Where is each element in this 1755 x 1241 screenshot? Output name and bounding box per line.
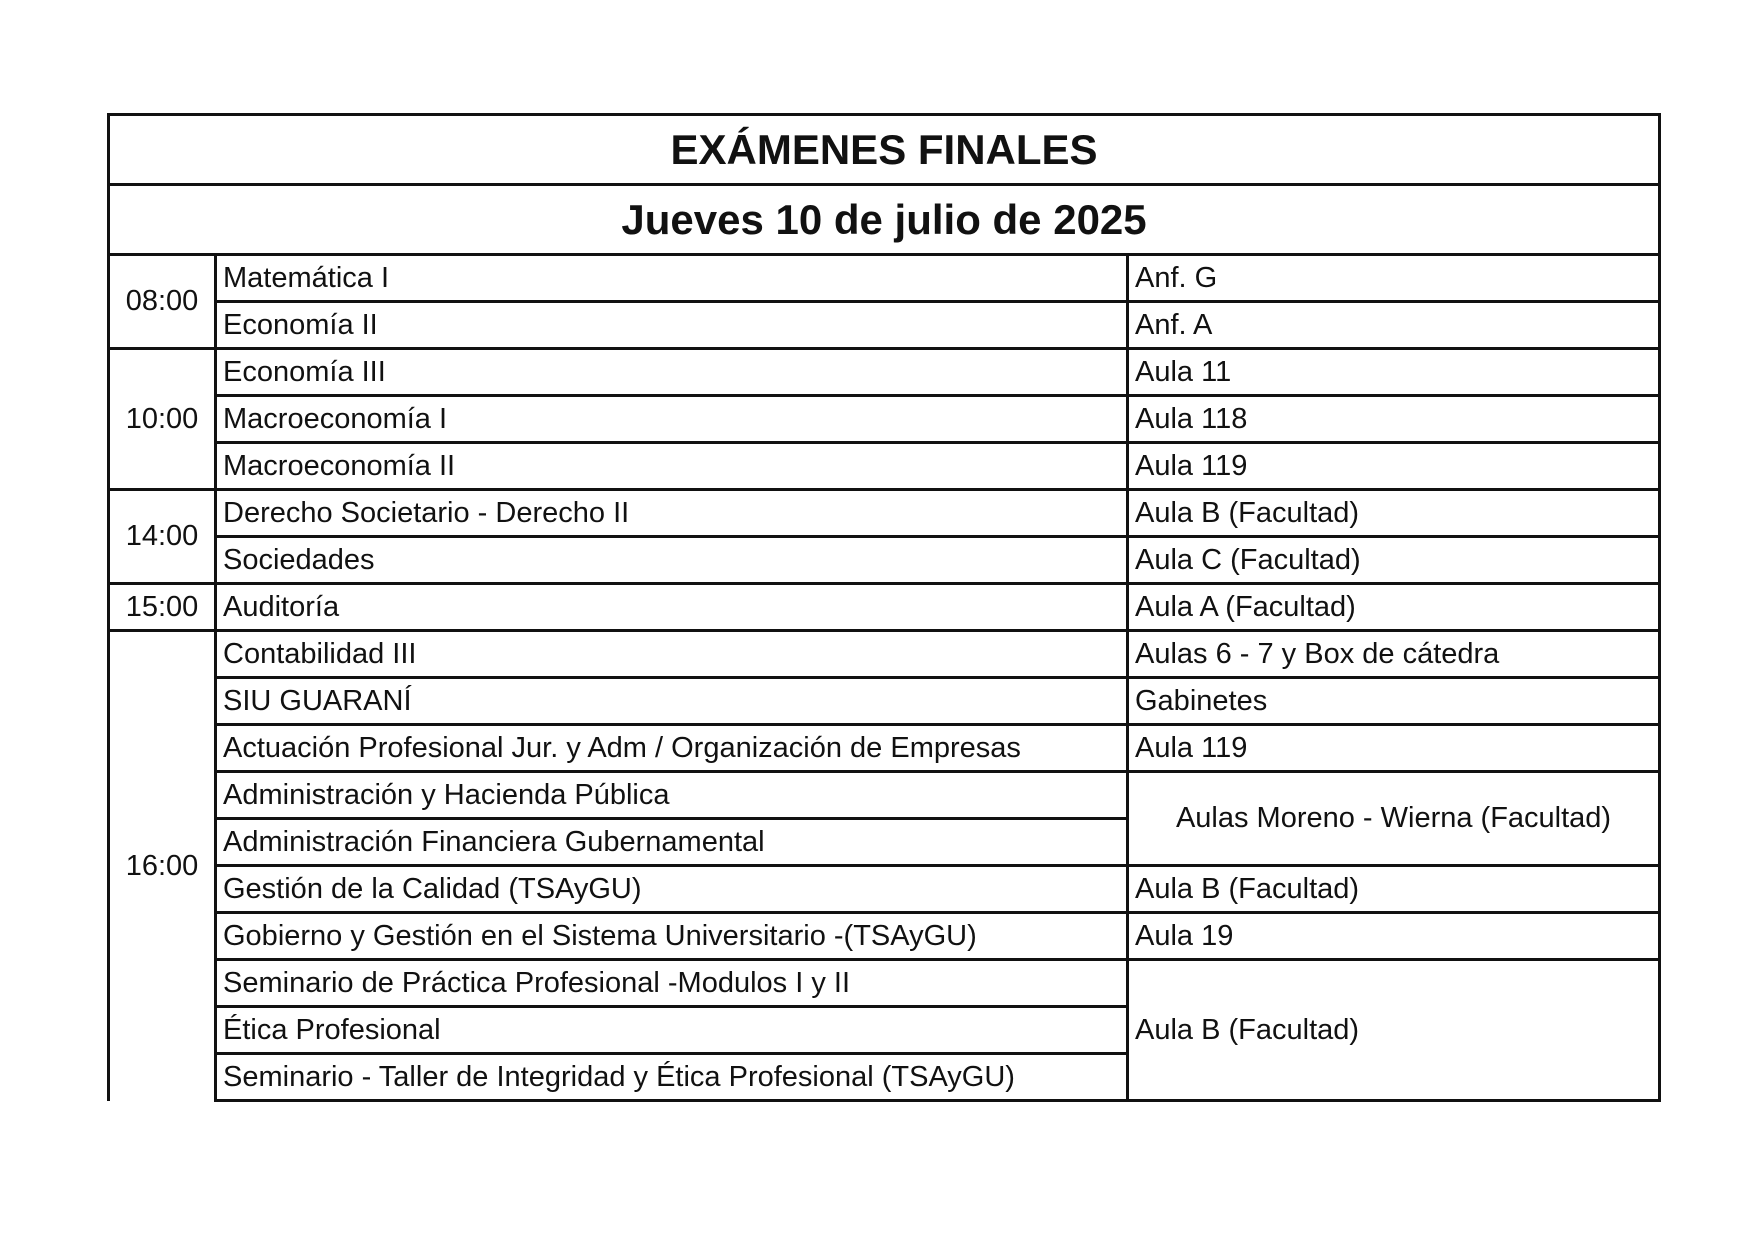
subject-cell: Administración y Hacienda Pública [216,772,1128,819]
table-row [109,913,1660,960]
room-cell: Aula 118 [1128,396,1660,443]
table-row [109,678,1660,725]
room-cell: Aula A (Facultad) [1128,584,1660,631]
room-cell: Aulas 6 - 7 y Box de cátedra [1128,631,1660,678]
exam-schedule-sheet [107,113,1658,1102]
subject-cell: Macroeconomía II [216,443,1128,490]
table-row [109,631,1660,678]
room-cell: Aula C (Facultad) [1128,537,1660,584]
room-cell: Aula 119 [1128,725,1660,772]
room-cell: Aula B (Facultad) [1128,960,1660,1101]
table-row [109,537,1660,584]
table-row [109,302,1660,349]
room-cell: Gabinetes [1128,678,1660,725]
table-row [109,960,1660,1007]
subject-cell: Economía II [216,302,1128,349]
subject-cell: Derecho Societario - Derecho II [216,490,1128,537]
time-slot: 10:00 [109,349,216,490]
table-row [109,772,1660,819]
time-slot: 08:00 [109,255,216,349]
table-row [109,396,1660,443]
time-slot: 14:00 [109,490,216,584]
subject-cell: Seminario de Práctica Profesional -Modulos I y II [216,960,1128,1007]
subject-cell: Gobierno y Gestión en el Sistema Universitario -(TSAyGU) [216,913,1128,960]
schedule-date: Jueves 10 de julio de 2025 [109,185,1660,255]
subject-cell: Auditoría [216,584,1128,631]
room-cell: Aula 11 [1128,349,1660,396]
time-slot: 16:00 [109,631,216,1101]
subject-cell: Matemática I [216,255,1128,302]
table-row [109,584,1660,631]
table-row [109,255,1660,302]
table-row [109,490,1660,537]
subject-cell: Gestión de la Calidad (TSAyGU) [216,866,1128,913]
subject-cell: Ética Profesional [216,1007,1128,1054]
subject-cell: Macroeconomía I [216,396,1128,443]
subject-cell: Seminario - Taller de Integridad y Ética Profesional (TSAyGU) [216,1054,1128,1101]
subject-cell: Sociedades [216,537,1128,584]
subject-cell: Economía III [216,349,1128,396]
schedule-title: EXÁMENES FINALES [109,115,1660,185]
room-cell: Aula B (Facultad) [1128,866,1660,913]
table-row [109,866,1660,913]
room-cell: Aula 19 [1128,913,1660,960]
room-cell: Anf. G [1128,255,1660,302]
room-cell: Aula 119 [1128,443,1660,490]
subject-cell: Actuación Profesional Jur. y Adm / Organización de Empresas [216,725,1128,772]
subject-cell: SIU GUARANÍ [216,678,1128,725]
exam-schedule-table [107,113,1661,1102]
room-cell: Aulas Moreno - Wierna (Facultad) [1128,772,1660,866]
time-slot: 15:00 [109,584,216,631]
subject-cell: Administración Financiera Gubernamental [216,819,1128,866]
room-cell: Anf. A [1128,302,1660,349]
room-cell: Aula B (Facultad) [1128,490,1660,537]
table-row [109,725,1660,772]
subject-cell: Contabilidad III [216,631,1128,678]
table-row [109,443,1660,490]
table-row [109,349,1660,396]
